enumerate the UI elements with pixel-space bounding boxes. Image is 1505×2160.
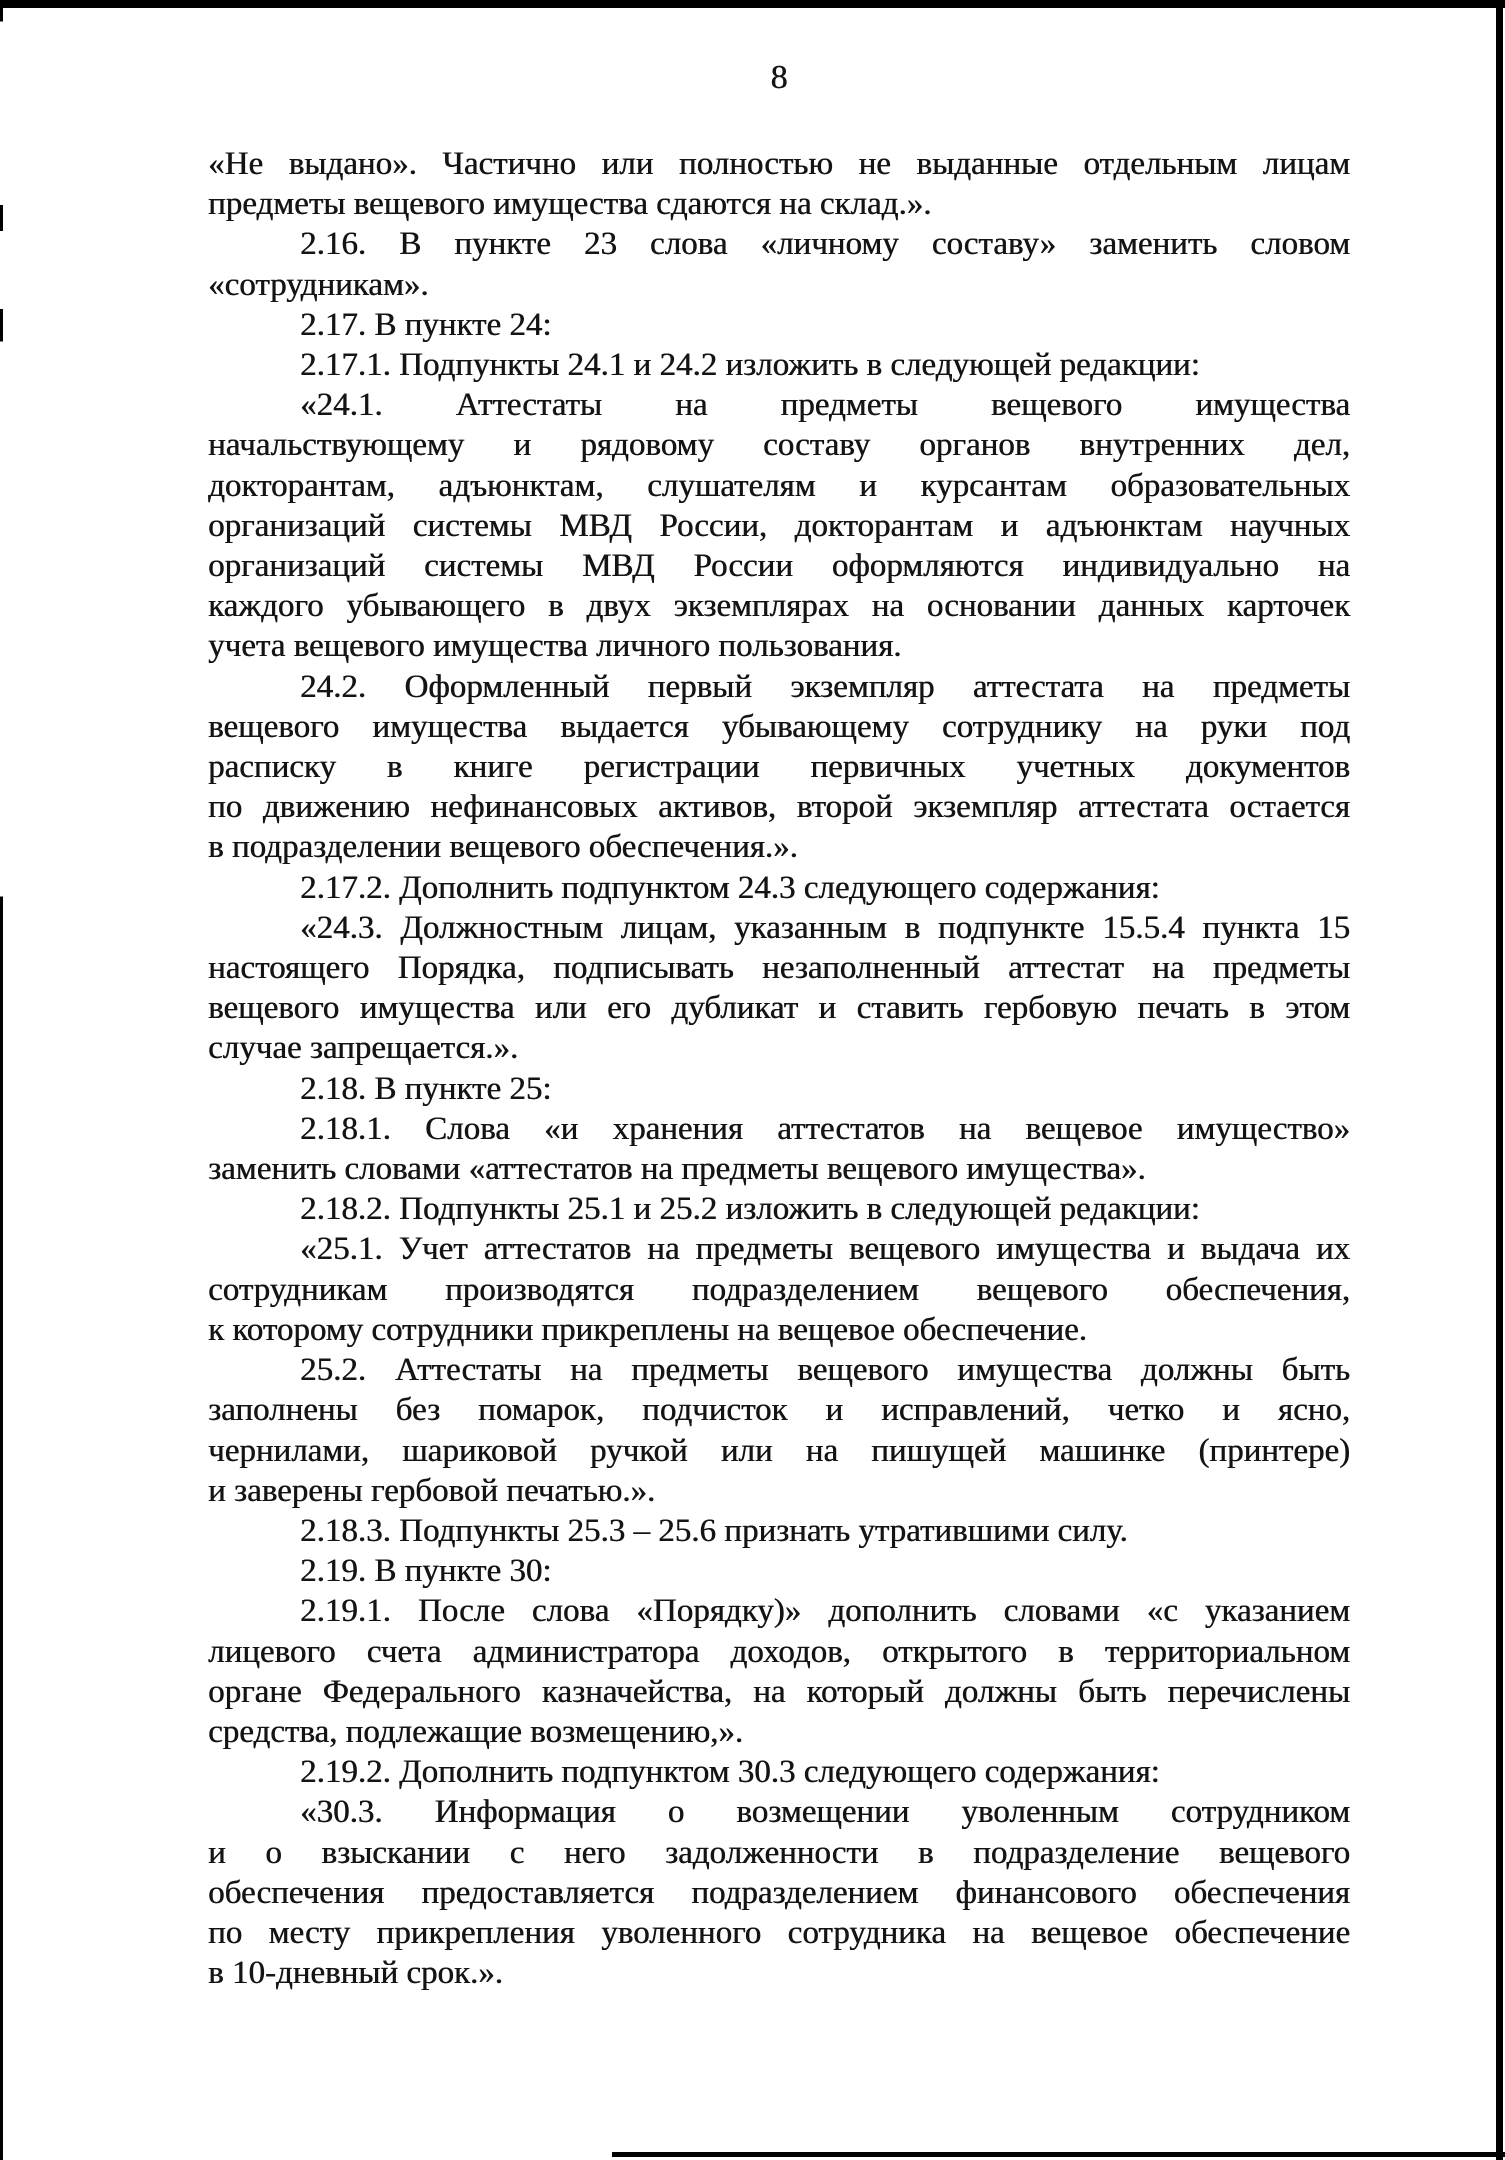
text-line: «24.1. Аттестаты на предметы вещевого имущества: [300, 387, 1350, 424]
text-line: «30.3. Информация о возмещении уволенным сотрудником: [300, 1794, 1350, 1831]
text-line: к которому сотрудники прикреплены на вещевое обеспечение.: [208, 1311, 1087, 1348]
text-line: и заверены гербовой печатью.».: [208, 1472, 656, 1509]
text-line: начальствующему и рядовому составу органов внутренних дел,: [208, 427, 1350, 464]
text-line: предметы вещевого имущества сдаются на склад.».: [208, 186, 932, 223]
text-line: чернилами, шариковой ручкой или на пишущей машинке (принтере): [208, 1432, 1350, 1469]
paragraph: [208, 1109, 1350, 1189]
text-line: средства, подлежащие возмещению,».: [208, 1713, 744, 1750]
text-line: каждого убывающего в двух экземплярах на основании данных карточек: [208, 588, 1350, 625]
text-line: «25.1. Учет аттестатов на предметы вещевого имущества и выдача их: [300, 1231, 1350, 1268]
text-line: в 10-дневный срок.».: [208, 1955, 503, 1992]
text-line: 2.19.2. Дополнить подпунктом 30.3 следующего содержания:: [300, 1754, 1160, 1791]
text-line: лицевого счета администратора доходов, открытого в территориальном: [208, 1633, 1350, 1670]
text-line: «Не выдано». Частично или полностью не выданные отдельным лицам: [208, 146, 1350, 182]
paragraph: [208, 868, 1350, 908]
paragraph: [208, 1551, 1350, 1591]
text-line: органе Федерального казначейства, на который должны быть перечислены: [208, 1673, 1350, 1710]
text-line: организаций системы МВД России, докторантам и адъюнктам научных: [208, 507, 1350, 544]
text-line: 2.18.3. Подпункты 25.3 – 25.6 признать утратившими силу.: [300, 1512, 1128, 1549]
paragraph: [208, 1511, 1350, 1551]
paragraph: [208, 345, 1350, 385]
text-line: и о взыскании с него задолженности в подразделение вещевого: [208, 1834, 1350, 1871]
text-line: вещевого имущества выдается убывающему сотруднику на руки под: [208, 708, 1350, 745]
text-line: 2.17.1. Подпункты 24.1 и 24.2 изложить в следующей редакции:: [300, 347, 1200, 384]
paragraph: [208, 908, 1350, 1069]
paragraph: [208, 144, 1350, 224]
text-line: обеспечения предоставляется подразделением финансового обеспечения: [208, 1874, 1350, 1911]
text-line: 2.19.1. После слова «Порядку)» дополнить словами «с указанием: [300, 1593, 1350, 1630]
text-line: в подразделении вещевого обеспечения.».: [208, 829, 798, 866]
paragraph: [208, 305, 1350, 345]
text-line: 2.19. В пункте 30:: [300, 1553, 552, 1590]
text-line: случае запрещается.».: [208, 1030, 519, 1067]
text-line: докторантам, адъюнктам, слушателям и курсантам образовательных: [208, 467, 1350, 504]
page-edge-top: [0, 0, 1505, 8]
text-line: 2.17. В пункте 24:: [300, 306, 552, 343]
text-line: 2.18. В пункте 25:: [300, 1070, 552, 1107]
page-edge-right: [1496, 0, 1503, 2160]
paragraph: [208, 385, 1350, 666]
paragraph: [208, 1591, 1350, 1752]
paragraph: [208, 1189, 1350, 1229]
page-number: 8: [770, 59, 788, 96]
paragraph: [208, 1069, 1350, 1109]
text-line: по движению нефинансовых активов, второй экземпляр аттестата остается: [208, 789, 1350, 826]
paragraph: [208, 1350, 1350, 1511]
text-line: учета вещевого имущества личного пользования.: [208, 628, 902, 665]
text-line: по месту прикрепления уволенного сотрудника на вещевое обеспечение: [208, 1914, 1350, 1951]
paragraph: [208, 1792, 1350, 1993]
text-line: 2.16. В пункте 23 слова «личному составу» заменить словом: [300, 226, 1350, 263]
text-line: «24.3. Должностным лицам, указанным в подпункте 15.5.4 пункта 15: [300, 909, 1350, 946]
text-line: сотрудникам производятся подразделением вещевого обеспечения,: [208, 1271, 1350, 1308]
text-line: расписку в книге регистрации первичных учетных документов: [208, 749, 1350, 786]
text-line: 2.18.1. Слова «и хранения аттестатов на вещевое имущество»: [300, 1110, 1350, 1147]
page-edge-left: [0, 0, 3, 2160]
paragraph: [208, 224, 1350, 304]
text-line: организаций системы МВД России оформляются индивидуально на: [208, 548, 1350, 585]
paragraph: [208, 1752, 1350, 1792]
text-line: вещевого имущества или его дубликат и ставить гербовую печать в этом: [208, 990, 1350, 1027]
paragraph: [208, 1229, 1350, 1350]
text-line: «сотрудникам».: [208, 266, 429, 303]
text-line: 25.2. Аттестаты на предметы вещевого имущества должны быть: [300, 1352, 1350, 1389]
text-line: 24.2. Оформленный первый экземпляр аттестата на предметы: [300, 668, 1350, 705]
text-line: 2.18.2. Подпункты 25.1 и 25.2 изложить в следующей редакции:: [300, 1191, 1200, 1228]
paragraph: [208, 667, 1350, 868]
page-edge-bottom: [612, 2152, 1505, 2157]
document-text: [208, 144, 1350, 1993]
text-line: заменить словами «аттестатов на предметы вещевого имущества».: [208, 1151, 1146, 1188]
text-line: заполнены без помарок, подчисток и исправлений, четко и ясно,: [208, 1392, 1350, 1429]
text-line: 2.17.2. Дополнить подпунктом 24.3 следующего содержания:: [300, 869, 1160, 906]
text-line: настоящего Порядка, подписывать незаполненный аттестат на предметы: [208, 950, 1350, 987]
